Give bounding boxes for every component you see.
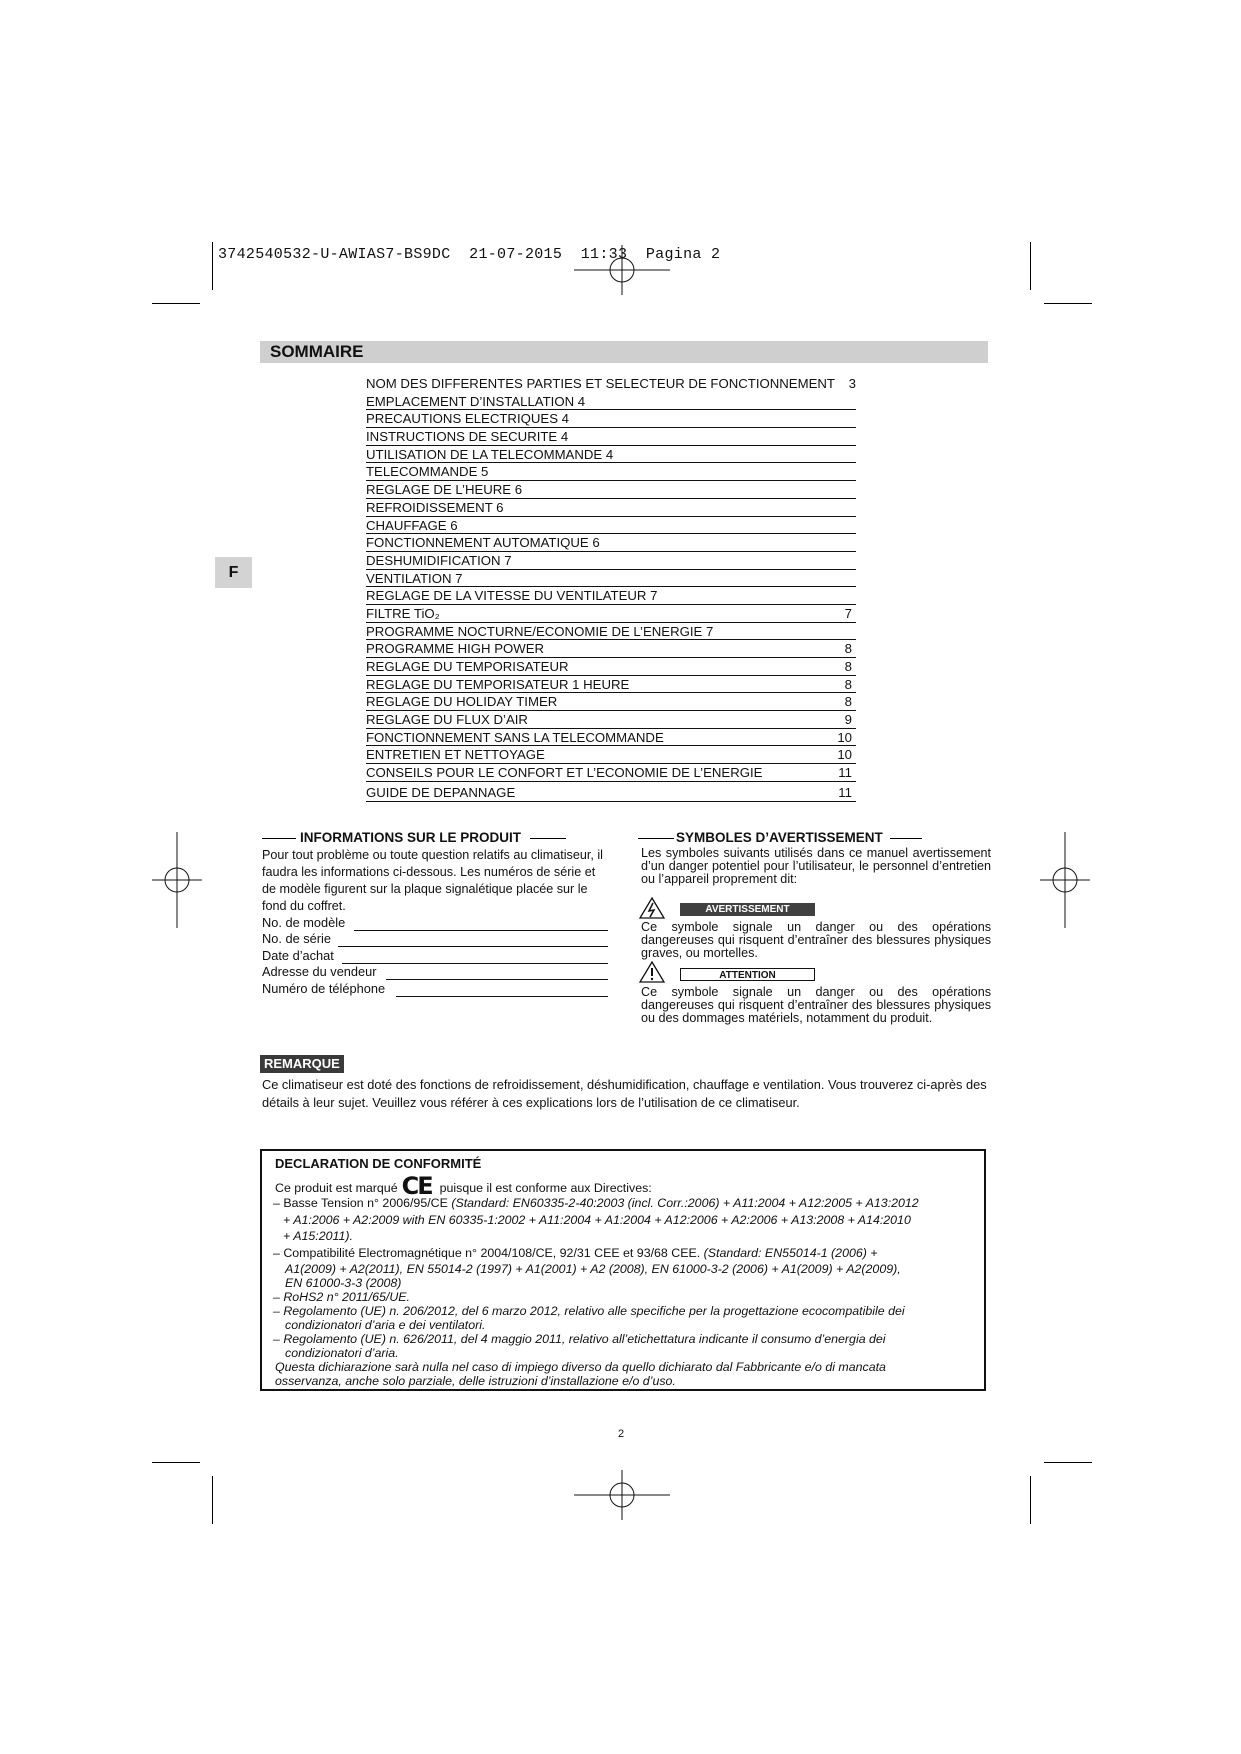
purchase-date-field[interactable] <box>262 948 608 964</box>
toc-row[interactable] <box>366 517 856 535</box>
declaration-intro-after: puisque il est conforme aux Directives: <box>439 1181 652 1195</box>
low-voltage-standard: (Standard: EN60335-2-40:2003 (incl. Corr.:2006) + A11:2004 + A12:2005 + A13:2012 <box>451 1196 919 1210</box>
table-of-contents <box>366 375 856 802</box>
toc-title: REGLAGE DU TEMPORISATEUR <box>366 659 569 674</box>
field-line <box>338 946 608 947</box>
toc-row[interactable] <box>366 764 856 782</box>
field-label: Date d’achat <box>262 948 334 963</box>
symbols-intro: Les symboles suivants utilisés dans ce manuel avertissement d’un danger potentiel pour l’utilisateur, le personnel d’entretien ou l’appareil proprement dit: <box>641 846 991 886</box>
toc-title: REGLAGE DU HOLIDAY TIMER <box>366 694 558 710</box>
toc-title: FILTRE TiO₂ <box>366 605 440 621</box>
toc-page: 11 <box>838 784 852 800</box>
toc-title: ENTRETIEN ET NETTOYAGE <box>366 747 545 763</box>
phone-number-field[interactable] <box>262 981 608 997</box>
registration-mark-top-icon <box>574 245 670 295</box>
low-voltage-directive: – Basse Tension n° 2006/95/CE <box>273 1196 452 1210</box>
language-tab: F <box>215 557 252 588</box>
toc-title: VENTILATION 7 <box>366 570 463 586</box>
attention-description: Ce symbole signale un danger ou des opérations dangereuses qui risquent d’entraîner des blessures physiques ou des dommages matériels, notamment du produit. <box>641 985 991 1025</box>
declaration-line <box>273 1246 878 1260</box>
crop-mark-top-right-h <box>1044 303 1092 304</box>
ce-mark-icon: CE <box>401 1172 432 1200</box>
toc-title: REGLAGE DU FLUX D’AIR <box>366 712 528 728</box>
emc-standard: (Standard: EN55014-1 (2006) + <box>703 1246 878 1260</box>
toc-title: UTILISATION DE LA TELECOMMANDE 4 <box>366 446 614 462</box>
remarque-text: Ce climatiseur est doté des fonctions de refroidissement, déshumidification, chauffage e ventilation. Vous trouverez ci-après des détails à leur sujet. Veuillez vous référer à ces explications lors de l’utilisation de ce climatiseur. <box>262 1077 987 1110</box>
sommaire-title: SOMMAIRE <box>270 342 364 361</box>
declaration-box <box>260 1149 986 1391</box>
toc-row[interactable] <box>366 693 856 711</box>
declaration-line: osservanza, anche solo parziale, delle istruzioni d’installazione e/o d’uso. <box>275 1374 676 1388</box>
toc-row[interactable] <box>366 570 856 588</box>
declaration-line: – Regolamento (UE) n. 206/2012, del 6 marzo 2012, relativo alle specifiche per la progettazione ecocompatibile dei <box>273 1304 905 1318</box>
toc-row[interactable] <box>366 552 856 570</box>
info-heading: INFORMATIONS SUR LE PRODUIT <box>300 830 521 845</box>
serial-number-field[interactable] <box>262 931 608 947</box>
toc-row[interactable] <box>366 729 856 747</box>
field-label: Numéro de téléphone <box>262 981 386 996</box>
crop-mark-bottom-right-h <box>1044 1462 1092 1463</box>
info-heading-rule-left <box>262 838 296 839</box>
toc-title: PROGRAMME NOCTURNE/ECONOMIE DE L’ENERGIE 7 <box>366 623 714 639</box>
printer-header: 3742540532-U-AWIAS7-BS9DC 21-07-2015 11:33 Pagina 2 <box>218 246 721 263</box>
toc-title: REFROIDISSEMENT 6 <box>366 499 504 515</box>
field-line <box>386 979 608 980</box>
declaration-intro-before: Ce produit est marqué <box>275 1181 398 1195</box>
model-number-field[interactable] <box>262 915 608 931</box>
crop-mark-top-left-h <box>152 303 200 304</box>
toc-row[interactable] <box>366 746 856 764</box>
toc-page: 3 <box>848 376 856 391</box>
info-paragraph: Pour tout problème ou toute question relatifs au climatiseur, il faudra les informations ci-dessous. Les numéros de série et de modèle figurent sur la plaque signalétique placée sur le fond du coffret. <box>262 848 603 913</box>
toc-title: INSTRUCTIONS DE SECURITE 4 <box>366 429 569 445</box>
toc-title: REGLAGE DU TEMPORISATEUR 1 HEURE <box>366 676 630 692</box>
declaration-line: – Regolamento (UE) n. 626/2011, del 4 maggio 2011, relativo all’etichettatura indicante il consumo d’energia dei <box>273 1332 886 1346</box>
toc-row[interactable] <box>366 658 856 676</box>
symbols-heading: SYMBOLES D’AVERTISSEMENT <box>676 830 883 845</box>
field-label: No. de modèle <box>262 915 346 930</box>
toc-title: TELECOMMANDE 5 <box>366 464 489 480</box>
emc-directive: – Compatibilité Electromagnétique n° 2004/108/CE, 92/31 CEE et 93/68 CEE. <box>273 1246 704 1260</box>
declaration-line: EN 61000-3-3 (2008) <box>285 1276 402 1290</box>
caution-warning-icon <box>638 960 666 984</box>
toc-title: CHAUFFAGE 6 <box>366 517 458 533</box>
field-label: No. de série <box>262 931 331 946</box>
attention-label: ATTENTION <box>680 968 815 981</box>
toc-title: PROGRAMME HIGH POWER <box>366 641 545 657</box>
toc-page: 8 <box>844 659 852 674</box>
declaration-line: A1(2009) + A2(2011), EN 55014-2 (1997) + A1(2001) + A2 (2008), EN 61000-3-2 (2006) + A1(2009) + A2(2009), <box>285 1262 901 1276</box>
toc-row[interactable] <box>366 481 856 499</box>
declaration-title: DECLARATION DE CONFORMITÉ <box>275 1156 482 1171</box>
field-line <box>396 996 608 997</box>
toc-row[interactable] <box>366 393 856 411</box>
toc-row[interactable] <box>366 605 856 623</box>
toc-title: DESHUMIDIFICATION 7 <box>366 552 512 568</box>
toc-page: 7 <box>844 605 852 621</box>
toc-row[interactable] <box>366 375 856 393</box>
info-heading-rule-right <box>530 838 566 839</box>
declaration-line: + A1:2006 + A2:2009 with EN 60335-1:2002 + A11:2004 + A1:2004 + A12:2006 + A2:2006 + A13:2008 + A14:2010 <box>283 1213 911 1227</box>
toc-page: 10 <box>837 747 852 763</box>
sommaire-header-bar <box>260 341 988 363</box>
toc-row[interactable] <box>366 463 856 481</box>
seller-address-field[interactable] <box>262 964 608 980</box>
registration-mark-left-icon <box>152 832 202 928</box>
electric-warning-icon <box>638 896 666 920</box>
toc-row[interactable] <box>366 640 856 658</box>
toc-title: REGLAGE DE L’HEURE 6 <box>366 482 523 498</box>
crop-mark-bottom-right-v <box>1030 1476 1031 1524</box>
toc-title: GUIDE DE DEPANNAGE <box>366 784 516 800</box>
toc-row[interactable] <box>366 623 856 641</box>
declaration-line: + A15:2011). <box>283 1229 353 1243</box>
toc-page: 10 <box>837 729 852 745</box>
toc-row[interactable] <box>366 410 856 428</box>
toc-page: 9 <box>844 712 852 728</box>
toc-row[interactable] <box>366 446 856 464</box>
avertissement-description: Ce symbole signale un danger ou des opérations dangereuses qui risquent d’entraîner des blessures physiques graves, ou mortelles. <box>641 920 991 960</box>
declaration-line: condizionatori d’aria. <box>285 1346 399 1360</box>
toc-title: REGLAGE DE LA VITESSE DU VENTILATEUR 7 <box>366 588 658 604</box>
declaration-line: Questa dichiarazione sarà nulla nel caso di impiego diverso da quello dichiarato dal Fabbricante e/o di mancata <box>275 1360 886 1374</box>
toc-page: 8 <box>844 694 852 710</box>
crop-mark-bottom-left-v <box>212 1476 213 1524</box>
toc-row[interactable] <box>366 499 856 517</box>
registration-mark-right-icon <box>1040 832 1090 928</box>
crop-mark-top-left-v <box>212 242 213 290</box>
symbols-heading-rule-left <box>638 838 674 839</box>
toc-row[interactable] <box>366 534 856 552</box>
toc-title: PRECAUTIONS ELECTRIQUES 4 <box>366 411 569 427</box>
crop-mark-top-right-v <box>1030 242 1031 290</box>
toc-title: FONCTIONNEMENT AUTOMATIQUE 6 <box>366 535 600 551</box>
toc-row[interactable] <box>366 587 856 605</box>
toc-row[interactable] <box>366 782 856 802</box>
toc-page: 8 <box>844 676 852 692</box>
toc-title: FONCTIONNEMENT SANS LA TELECOMMANDE <box>366 729 664 745</box>
page-number: 2 <box>618 1428 625 1440</box>
registration-mark-bottom-icon <box>574 1470 670 1520</box>
declaration-line: condizionatori d’aria e dei ventilatori. <box>285 1318 486 1332</box>
toc-title: EMPLACEMENT D’INSTALLATION 4 <box>366 393 586 409</box>
toc-title: CONSEILS POUR LE CONFORT ET L’ECONOMIE DE L’ENERGIE <box>366 765 763 781</box>
toc-row[interactable] <box>366 711 856 729</box>
toc-page: 8 <box>844 641 852 657</box>
symbols-heading-rule-right <box>890 838 922 839</box>
toc-row[interactable] <box>366 676 856 694</box>
toc-page: 11 <box>838 765 852 781</box>
crop-mark-bottom-left-h <box>152 1462 200 1463</box>
toc-title: NOM DES DIFFERENTES PARTIES ET SELECTEUR DE FONCTIONNEMENT <box>366 376 835 391</box>
declaration-line <box>273 1196 919 1210</box>
remarque-badge: REMARQUE <box>260 1055 344 1073</box>
field-label: Adresse du vendeur <box>262 964 377 979</box>
toc-row[interactable] <box>366 428 856 446</box>
declaration-line: – RoHS2 n° 2011/65/UE. <box>273 1290 410 1304</box>
avertissement-label: AVERTISSEMENT <box>680 903 815 916</box>
